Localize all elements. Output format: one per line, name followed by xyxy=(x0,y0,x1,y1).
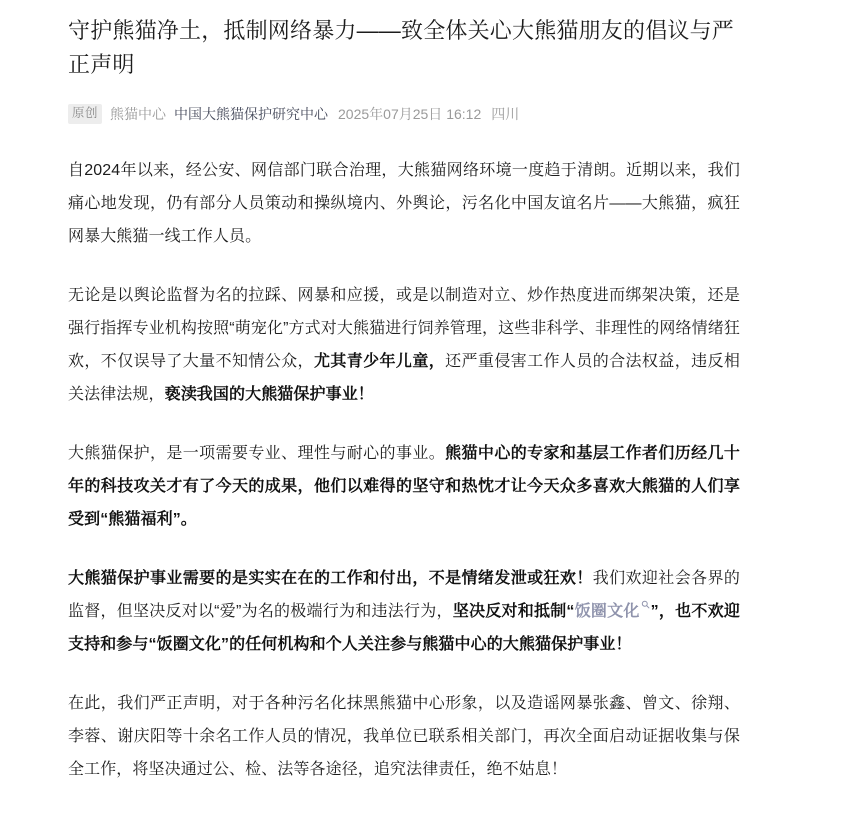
search-icon[interactable] xyxy=(641,600,650,609)
paragraph-5-text: 在此，我们严正声明，对于各种污名化抹黑熊猫中心形象，以及造谣网暴张鑫、曾文、徐翔、李蓉、谢庆阳等十余名工作人员的情况，我单位已联系相关部门，再次全面启动证据收集与保全工作，将坚决通过公、检、法等各途径，追究法律责任，绝不姑息！ xyxy=(68,695,740,778)
paragraph-4-segment-c-bold: 坚决反对和抵制“ xyxy=(452,603,575,620)
original-badge: 原创 xyxy=(68,104,102,124)
paragraph-3-segment-b-bold: 熊猫中心的专家和基层工作者们历经几十年的科技攻关才有了今天的成果，他们以难得的坚守和热忱才让今天众多喜欢大熊猫的人们享受到“熊猫福利”。 xyxy=(68,445,740,528)
page-title: 守护熊猫净土，抵制网络暴力——致全体关心大熊猫朋友的倡议与严正声明 xyxy=(68,18,735,77)
article-meta xyxy=(68,104,740,124)
paragraph-2-segment-c: 还严重侵害工作人员的合法权益，违反相关法律法规， xyxy=(68,353,740,403)
meta-timestamp: 2025年07月25日 16:12 xyxy=(338,106,482,122)
paragraph-3 xyxy=(68,437,740,536)
paragraph-4 xyxy=(68,562,740,661)
paragraph-2-segment-a: 无论是以舆论监督为名的拉踩、网暴和应援，或是以制造对立、炒作热度进而绑架决策，还是强行指挥专业机构按照“萌宠化”方式对大熊猫进行饲养管理，这些非科学、非理性的网络情绪狂欢，不仅误导了大量不知情公众， xyxy=(68,287,740,370)
paragraph-4-segment-a-bold: 大熊猫保护事业需要的是实实在在的工作和付出，不是情绪发泄或狂欢！ xyxy=(68,570,593,587)
paragraph-5 xyxy=(68,687,740,786)
paragraph-2 xyxy=(68,279,740,411)
keyword-link-fanquan-wenhua[interactable] xyxy=(575,603,651,620)
paragraph-1-text: 自2024年以来，经公安、网信部门联合治理，大熊猫网络环境一度趋于清朗。近期以来，我们痛心地发现，仍有部分人员策动和操纵境内、外舆论，污名化中国友谊名片——大熊猫，疯狂网暴大熊猫一线工作人员。 xyxy=(68,162,740,245)
paragraph-2-segment-b-bold: 尤其青少年儿童， xyxy=(313,353,446,370)
paragraph-4-segment-d-bold: ”，也不欢迎支持和参与“饭圈文化”的任何机构和个人关注参与熊猫中心的大熊猫保护事业！ xyxy=(68,603,740,653)
paragraph-3-segment-a: 大熊猫保护，是一项需要专业、理性与耐心的事业。 xyxy=(68,445,446,462)
paragraph-4-segment-b: 我们欢迎社会各界的监督，但坚决反对以“爱”为名的极端行为和违法行为， xyxy=(68,570,740,620)
meta-organization[interactable]: 中国大熊猫保护研究中心 xyxy=(174,106,329,122)
meta-author[interactable]: 熊猫中心 xyxy=(110,106,167,122)
paragraph-2-segment-d-bold: 亵渎我国的大熊猫保护事业！ xyxy=(164,386,374,403)
keyword-link-label: 饭圈文化 xyxy=(574,603,640,620)
article-body xyxy=(68,154,740,786)
meta-location: 四川 xyxy=(491,106,520,122)
paragraph-1 xyxy=(68,154,740,253)
